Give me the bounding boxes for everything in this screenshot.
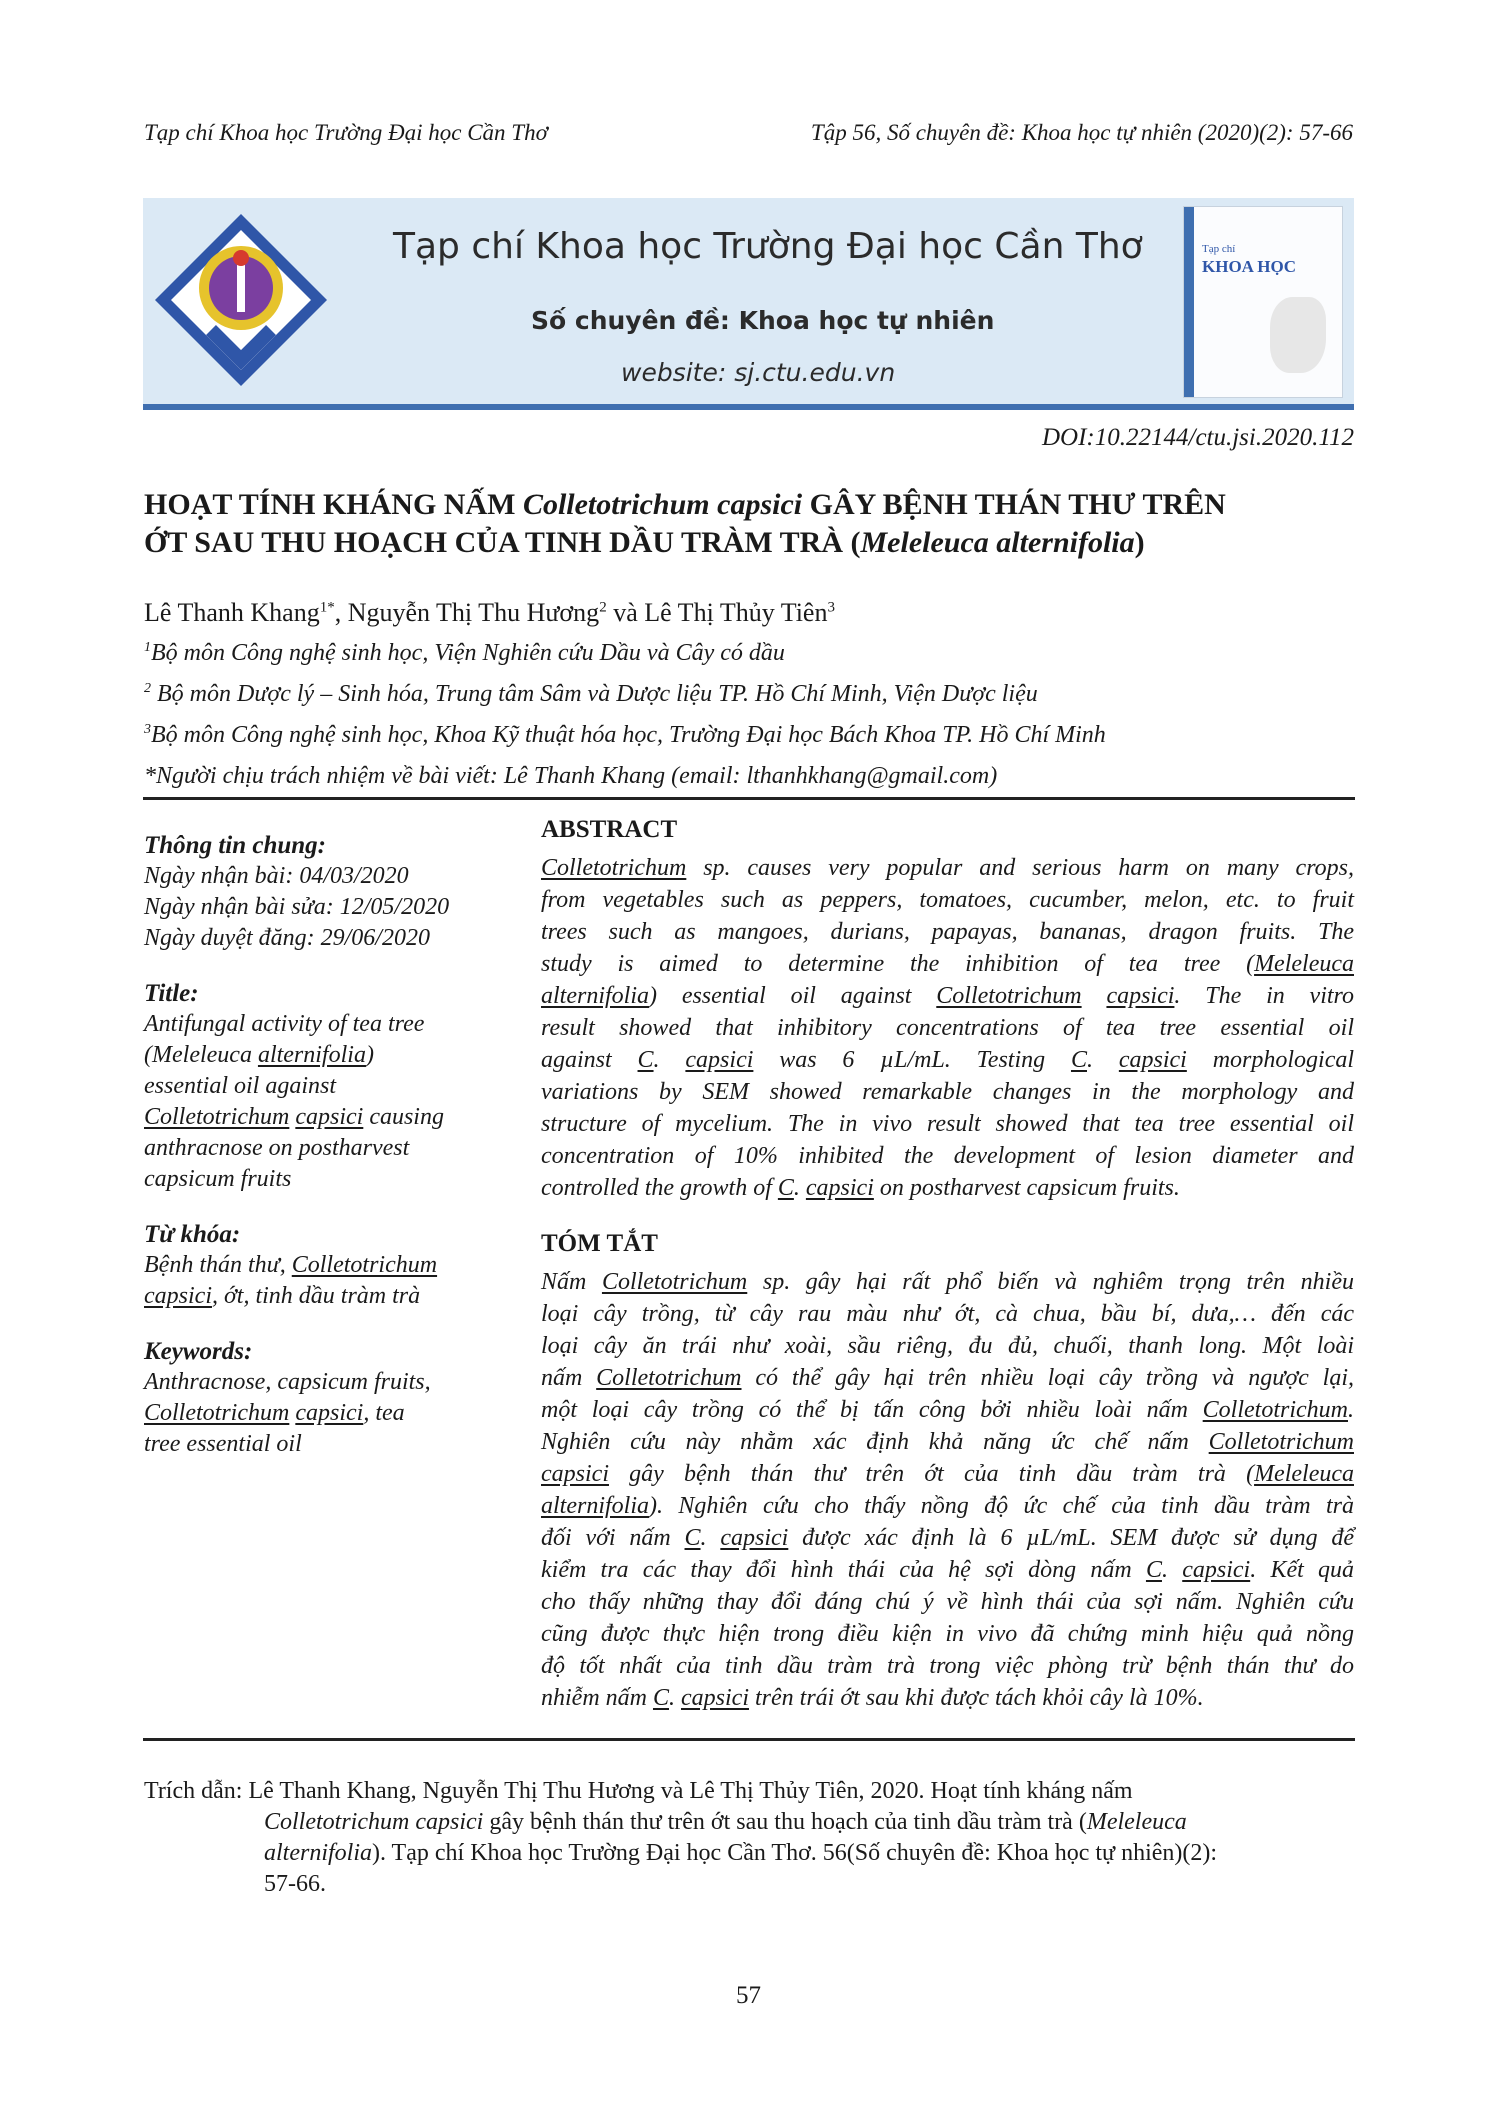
english-title-line: Colletotrichum capsici causing (144, 1104, 444, 1130)
en-keywords-heading: Keywords: (144, 1338, 253, 1365)
banner-title: Tạp chí Khoa học Trường Đại học Cần Thơ (393, 226, 1143, 267)
title-species: Meleleuca alternifolia (860, 526, 1135, 559)
running-header (144, 120, 1353, 146)
citation-line: Colletotrichum capsici gây bệnh thán thư trên ớt sau thu hoạch của tinh dầu tràm trà (Meleleuca (264, 1809, 1187, 1835)
english-title-line: essential oil against (144, 1073, 336, 1099)
en-keywords-line: Anthracnose, capsicum fruits, (144, 1369, 431, 1395)
paper-title (144, 486, 1359, 562)
vi-keywords-heading: Từ khóa: (144, 1221, 241, 1248)
tomtat-line: Nghiên cứu này nhằm xác định khả năng ức chế nấm Colletotrichum (541, 1429, 1354, 1455)
tomtat-line: đối với nấm C. capsici được xác định là 6 µL/mL. SEM được sử dụng để (541, 1525, 1355, 1551)
aff-text: Bộ môn Công nghệ sinh học, Khoa Kỹ thuật hóa học, Trường Đại học Bách Khoa TP. Hồ Chí Minh (151, 722, 1106, 748)
banner-website[interactable]: website: sj.ctu.edu.vn (621, 358, 896, 387)
info-heading: Thông tin chung: (144, 832, 327, 859)
abstract-line: variations by SEM showed remarkable changes in the morphology and (541, 1079, 1354, 1105)
citation-line: alternifolia). Tạp chí Khoa học Trường Đại học Cần Thơ. 56(Số chuyên đề: Khoa học tự nhiên)(2): (264, 1840, 1218, 1866)
english-title-line: Antifungal activity of tea tree (144, 1011, 425, 1037)
article-info-sidebar (144, 830, 504, 1460)
title-heading: Title: (144, 980, 199, 1007)
abstract-line: study is aimed to determine the inhibition of tea tree (Meleleuca (541, 951, 1354, 977)
tomtat-line: cho thấy những thay đổi đáng chú ý về hình thái của sợi nấm. Nghiên cứu (541, 1589, 1354, 1615)
cover-strip (1184, 207, 1194, 397)
en-keywords-line: tree essential oil (144, 1431, 302, 1457)
aff-text: Bộ môn Dược lý – Sinh hóa, Trung tâm Sâm và Dược liệu TP. Hồ Chí Minh, Viện Dược liệu (151, 681, 1038, 707)
abstract-line: controlled the growth of C. capsici on postharvest capsicum fruits. (541, 1175, 1180, 1201)
tomtat-line: kiểm tra các thay đổi hình thái của hệ sợi dòng nấm C. capsici. Kết quả (541, 1557, 1355, 1583)
accepted-date: Ngày duyệt đăng: 29/06/2020 (144, 925, 430, 951)
aff-sup: 1 (144, 640, 151, 655)
banner-subtitle: Số chuyên đề: Khoa học tự nhiên (531, 306, 995, 335)
author-name: Lê Thanh Khang (144, 598, 320, 627)
corresponding-author: *Người chịu trách nhiệm về bài viết: Lê Thanh Khang (email: lthanhkhang@gmail.com) (144, 763, 998, 789)
abstract-line: against C. capsici was 6 µL/mL. Testing C. capsici morphological (541, 1047, 1355, 1073)
affiliation-3 (144, 722, 1106, 749)
university-logo (151, 210, 331, 390)
tomtat-line: loại cây ăn trái như xoài, sầu riêng, đu đủ, chuối, thanh long. Một loài (541, 1333, 1354, 1359)
english-title-line: (Meleleuca alternifolia) (144, 1042, 374, 1068)
aff-sup: 2 (144, 681, 151, 696)
cover-small-label: Tạp chí (1202, 243, 1236, 255)
abstract-line: from vegetables such as peppers, tomatoes, cucumber, melon, etc. to fruit (541, 887, 1354, 913)
author-sep: và (606, 598, 645, 627)
abstract-section (541, 814, 1354, 1204)
divider-top (143, 797, 1355, 800)
divider-bottom (143, 1738, 1355, 1741)
vi-keywords-line: capsici, ớt, tinh dầu tràm trà (144, 1283, 421, 1309)
revised-date: Ngày nhận bài sửa: 12/05/2020 (144, 894, 450, 920)
title-text: ) (1134, 526, 1145, 559)
tomtat-line: nhiễm nấm C. capsici trên trái ớt sau khi được tách khỏi cây là 10%. (541, 1685, 1204, 1711)
received-date: Ngày nhận bài: 04/03/2020 (144, 863, 409, 889)
affiliation-1 (144, 640, 785, 667)
author-sup: 2 (599, 599, 607, 616)
tomtat-line: loại cây trồng, từ cây rau màu như ớt, cà chua, bầu bí, dưa,… đến các (541, 1301, 1354, 1327)
journal-cover-thumbnail (1183, 206, 1343, 398)
abstract-line: structure of mycelium. The in vivo result showed that tea tree essential oil (541, 1111, 1354, 1137)
cover-map (1270, 297, 1326, 373)
title-text: ỚT SAU THU HOẠCH CỦA TINH DẦU TRÀM TRÀ ( (144, 526, 861, 559)
title-species: Colletotrichum capsici (522, 488, 803, 521)
abstract-line: alternifolia) essential oil against Colletotrichum capsici. The in vitro (541, 983, 1354, 1009)
author-sup: 3 (827, 599, 835, 616)
abstract-line: concentration of 10% inhibited the development of lesion diameter and (541, 1143, 1354, 1169)
tomtat-heading: TÓM TẮT (541, 1230, 658, 1257)
issue-info: Tập 56, Số chuyên đề: Khoa học tự nhiên (2020)(2): 57-66 (810, 120, 1353, 145)
citation-block (144, 1776, 1355, 1900)
affiliation-2 (144, 681, 1038, 708)
tomtat-line: Nấm Colletotrichum sp. gây hại rất phổ biến và nghiêm trọng trên nhiều (541, 1269, 1355, 1295)
title-text: HOẠT TÍNH KHÁNG NẤM (144, 488, 523, 521)
english-title-line: capsicum fruits (144, 1166, 292, 1192)
author-name: Lê Thị Thủy Tiên (644, 598, 828, 627)
tomtat-line: capsici gây bệnh thán thư trên ớt của tinh dầu tràm trà (Meleleuca (541, 1461, 1354, 1487)
citation-line: Trích dẫn: Lê Thanh Khang, Nguyễn Thị Thu Hương và Lê Thị Thủy Tiên, 2020. Hoạt tính kháng nấm (144, 1778, 1133, 1804)
tomtat-line: một loại cây trồng có thể bị tấn công bởi nhiều loài nấm Colletotrichum. (541, 1397, 1354, 1423)
aff-sup: 3 (144, 722, 151, 737)
journal-name: Tạp chí Khoa học Trường Đại học Cần Thơ (144, 120, 548, 145)
author-name: Nguyễn Thị Thu Hương (347, 598, 600, 627)
tomtat-section (541, 1228, 1354, 1714)
citation-line: 57-66. (264, 1871, 326, 1897)
author-sep: , (334, 598, 348, 627)
title-text: GÂY BỆNH THÁN THƯ TRÊN (802, 488, 1226, 521)
doi[interactable]: DOI:10.22144/ctu.jsi.2020.112 (1041, 424, 1354, 451)
tomtat-line: nấm Colletotrichum có thể gây hại trên nhiều loại cây trồng và ngược lại, (541, 1365, 1354, 1391)
en-keywords-line: Colletotrichum capsici, tea (144, 1400, 405, 1426)
tomtat-line: alternifolia). Nghiên cứu cho thấy nồng độ ức chế của tinh dầu tràm trà (541, 1493, 1354, 1519)
aff-text: Bộ môn Công nghệ sinh học, Viện Nghiên cứu Dầu và Cây có dầu (151, 640, 785, 666)
journal-banner (143, 198, 1354, 410)
page-number: 57 (736, 1982, 761, 2009)
abstract-line: Colletotrichum sp. causes very popular and serious harm on many crops, (541, 855, 1354, 881)
author-sup: 1* (319, 599, 335, 616)
author-list (144, 598, 835, 628)
abstract-line: result showed that inhibitory concentrations of tea tree essential oil (541, 1015, 1354, 1041)
vi-keywords-line: Bệnh thán thư, Colletotrichum (144, 1252, 438, 1278)
abstract-heading: ABSTRACT (541, 816, 678, 843)
tomtat-line: cũng được thực hiện trong điều kiện in vivo đã chứng minh hiệu quả nồng (541, 1621, 1354, 1647)
cover-big-label: KHOA HỌC (1202, 257, 1296, 276)
abstract-line: trees such as mangoes, durians, papayas, bananas, dragon fruits. The (541, 919, 1354, 945)
english-title-line: anthracnose on postharvest (144, 1135, 410, 1161)
tomtat-line: độ tốt nhất của tinh dầu tràm trà trong việc phòng trừ bệnh thán thư do (541, 1653, 1354, 1679)
